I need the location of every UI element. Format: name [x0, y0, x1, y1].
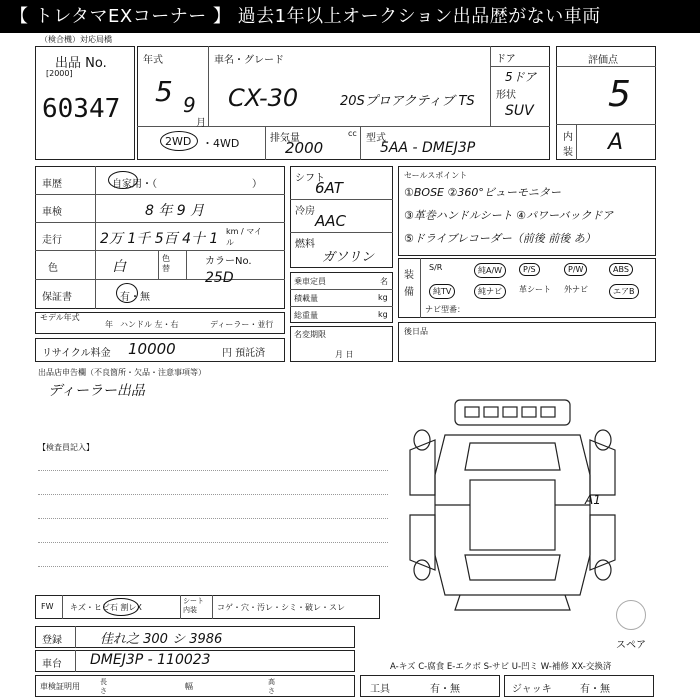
equipment-item: P/S: [519, 263, 540, 276]
year-value: 5: [155, 75, 173, 108]
equipment-item: 純ナビ: [474, 284, 506, 299]
color-value: 白: [112, 259, 126, 275]
handle-value: ハンドル 左・右: [120, 320, 179, 329]
name-change-label: 名変期限: [294, 330, 326, 339]
chassis-value: DMEJ3P - 110023: [90, 652, 211, 668]
sales-point-3: ⑤ドライブレコーダー（前後 前後 あ）: [404, 232, 596, 245]
weight-label: 総重量: [294, 311, 318, 320]
shop-remarks-text: ディーラー出品: [48, 383, 145, 399]
type-value: 5AA - DMEJ3P: [380, 140, 476, 156]
aircon-label: 冷房: [295, 206, 315, 217]
rear-label: 後日品: [404, 327, 428, 336]
chassis-label: 車台: [42, 659, 62, 670]
registration-label: 登録: [42, 635, 62, 646]
tools-label: 工具: [370, 684, 390, 695]
interior-label-2: 装: [563, 147, 573, 158]
color-no-value: 25D: [205, 270, 234, 286]
lot-label: 出品 No.: [55, 56, 107, 71]
displacement-value: 2000: [285, 139, 324, 157]
drive-2wd: 2WD: [165, 135, 192, 148]
model-year-label: モデル年式: [40, 313, 80, 322]
grade-name: 20Sプロアクティブ TS: [340, 94, 475, 109]
displacement-label: 排気量: [270, 133, 300, 144]
drive-4wd: ・4WD: [202, 137, 240, 150]
equipment-label-2: 備: [404, 287, 414, 298]
height-label: 高さ: [268, 678, 275, 695]
jack-value: 有・無: [580, 684, 610, 695]
mileage-unit: km / マイル: [226, 227, 263, 247]
interior-value: A: [608, 130, 624, 155]
weight-unit: kg: [378, 310, 388, 319]
history-value: 自家用・（: [112, 179, 157, 190]
seats-label: 乗車定員: [294, 277, 326, 286]
type-label: 型式: [366, 133, 386, 144]
displacement-unit: cc: [348, 129, 357, 138]
history-label: 車歴: [42, 179, 62, 190]
equipment-item: 純A/W: [474, 263, 506, 278]
shape-value: SUV: [505, 103, 534, 119]
equipment-item: P/W: [564, 263, 587, 276]
mileage-label: 走行: [42, 235, 62, 246]
equipment-label-1: 装: [404, 270, 414, 281]
shaken-value: 8 年 9 月: [145, 203, 205, 219]
navi-label: ナビ型番：: [425, 305, 465, 314]
door-value: 5ドア: [505, 70, 537, 84]
exhibition-banner: 【 トレタマEXコーナー 】 過去1年以上オークション出品歴がない車両: [0, 0, 700, 33]
interior-label-1: 内: [563, 132, 573, 143]
shift-value: 6AT: [315, 179, 343, 197]
fw-value: キズ・ヒビ石 割レX: [70, 603, 142, 612]
color-no-label: カラーNo.: [205, 256, 252, 267]
sales-point-1: ①BOSE ②360°ビューモニター: [404, 186, 561, 199]
name-change-unit: 月 日: [335, 350, 354, 359]
fuel-label: 燃料: [295, 239, 315, 250]
warranty-value: 有・無: [120, 292, 150, 303]
jack-label: ジャッキ: [512, 684, 552, 695]
model-year-unit: 年: [105, 320, 113, 329]
color-change-label: 色替: [162, 254, 170, 273]
recycle-value: 10000: [128, 340, 176, 358]
rear-box: [398, 322, 656, 362]
lot-code: [2000]: [46, 69, 73, 78]
score-label: 評価点: [588, 55, 618, 66]
length-label: 長さ: [100, 678, 107, 695]
sales-point-2: ③革巻ハンドルシート ④パワーバックドア: [404, 209, 614, 222]
load-unit: kg: [378, 293, 388, 302]
shop-remarks-label: 出品店申告欄（不良箇所・欠品・注意事項等）: [38, 368, 206, 377]
damage-legend: A-キズ C-腐食 E-エクボ S-サビ U-凹ミ W-補修 XX-交換済: [390, 662, 612, 672]
equipment-item: ABS: [609, 263, 633, 276]
equipment-item: 革シート: [519, 285, 551, 294]
shift-label: シフト: [295, 173, 325, 184]
damage-mark: A1: [585, 493, 601, 507]
color-label: 色: [48, 263, 58, 274]
inspector-label: 【検査員記入】: [38, 443, 94, 452]
fw-label: FW: [41, 602, 54, 611]
sales-points-label: セールスポイント: [404, 171, 468, 180]
registration-value: 佳れ之 300 シ 3986: [100, 632, 223, 647]
name-grade-label: 車名・グレード: [214, 55, 284, 66]
month-value: 9: [183, 93, 196, 117]
month-unit: 月: [196, 118, 206, 129]
sub-note: （検合機）対応局橋: [40, 35, 112, 44]
mileage-value: 2万 1千 5百 4十 1: [100, 231, 219, 247]
aircon-value: AAC: [315, 212, 346, 230]
equipment-item: 外ナビ: [564, 285, 588, 294]
history-close: ）: [252, 179, 262, 190]
spare-tire-icon: [616, 600, 646, 630]
equipment-grid: [425, 258, 653, 300]
seats-unit: 名: [380, 277, 388, 286]
shaken-label: 車検: [42, 207, 62, 218]
cert-label: 車検証明用: [40, 682, 80, 691]
dealer-value: ディーラー・並行: [210, 320, 274, 329]
fuel-value: ガソリン: [322, 250, 375, 265]
lot-number: 60347: [42, 94, 121, 124]
tools-value: 有・無: [430, 684, 460, 695]
score-value: 5: [608, 74, 631, 115]
equipment-item: エアB: [609, 284, 639, 299]
seat-value: コゲ・穴・汚レ・シミ・破レ・スレ: [217, 603, 345, 612]
equipment-item: 純TV: [429, 284, 455, 299]
model-name: CX-30: [228, 84, 299, 112]
cert-box: [35, 675, 355, 697]
recycle-label: リサイクル料金: [42, 348, 111, 359]
shape-label: 形状: [496, 90, 516, 101]
door-label: ドア: [496, 54, 516, 65]
year-label: 年式: [143, 55, 163, 66]
seat-label: シート内装: [183, 597, 204, 614]
width-label: 幅: [185, 682, 193, 691]
equipment-item: S/R: [429, 263, 443, 272]
warranty-label: 保証書: [42, 292, 72, 303]
recycle-unit: 円 預託済: [222, 348, 266, 359]
load-label: 積載量: [294, 294, 318, 303]
spare-label: スペア: [616, 640, 646, 651]
